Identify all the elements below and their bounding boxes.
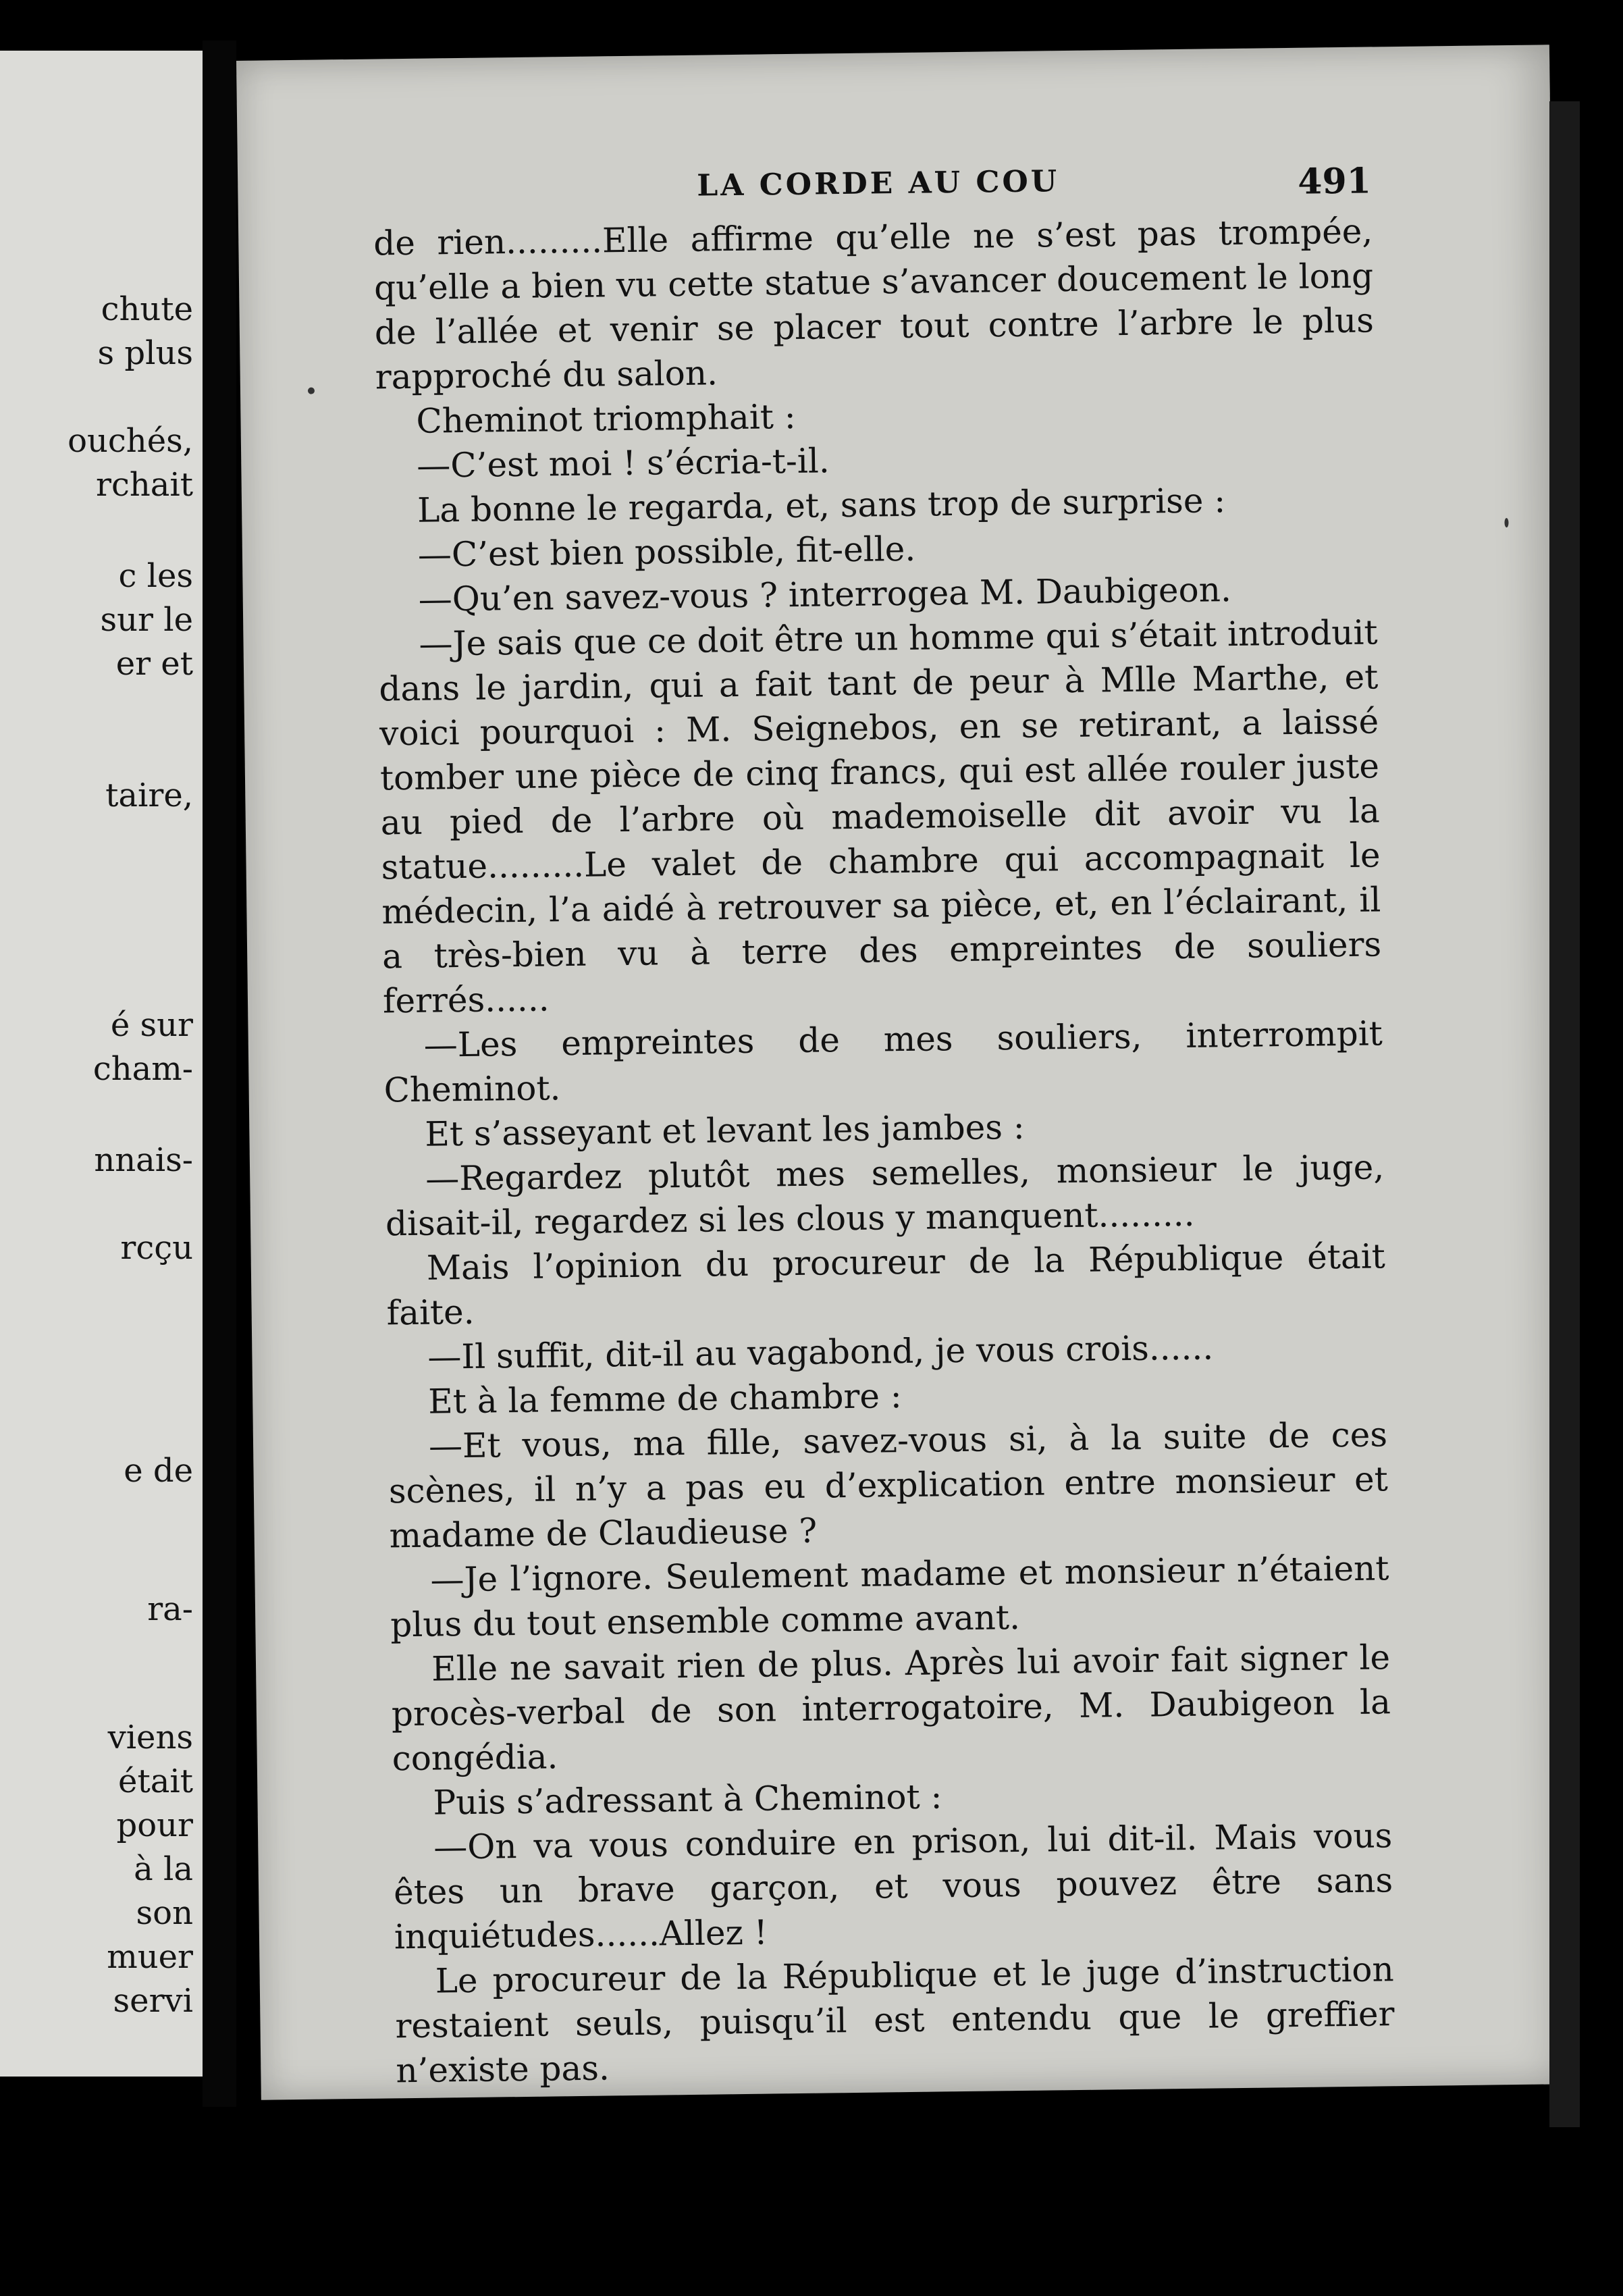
left-page-fragment: cham- (92, 1050, 193, 1088)
page-header (238, 158, 1551, 215)
paragraph: —Il suffit, dit-il au vagabond, je vous crois...... (427, 1328, 1214, 1377)
paragraph: Et s’asseyant et levant les jambes : (425, 1107, 1025, 1154)
book-gutter (203, 41, 236, 2107)
left-page-fragment: ouchés, (68, 422, 193, 460)
left-page-fragment: pour (116, 1806, 193, 1844)
paragraph: Elle ne savait rien de plus. Après lui avoir fait signer le procès-verbal de son interrogatoire, M. Daubigeon la congédia. (391, 1638, 1391, 1779)
page-number: 491 (1297, 160, 1372, 203)
left-page-fragment: e de (124, 1452, 193, 1490)
paragraph: Mais l’opinion du procureur de la République était faite. (386, 1236, 1386, 1333)
paragraph: —Je sais que ce doit être un homme qui s’était introduit dans le jardin, qui a fait tant de peur à Mlle Marthe, et voici pourquoi : M. Seignebos, en se retirant, a laissé tomber une pièce de cinq francs, qui est allée rouler juste au pied de l’arbre où mademoiselle dit avoir vu la statue.........Le valet de chambre qui accompagnait le médecin, l’a aidé à retrouver sa pièce, et, en l’éclairant, il a très-bien vu à terre des empreintes de souliers ferrés...... (379, 612, 1382, 1021)
paragraph: —C’est bien possible, fit-elle. (417, 529, 916, 575)
book-page (236, 45, 1574, 2100)
left-page-fragment: sur le (100, 601, 193, 639)
paragraph: Puis s’adressant à Cheminot : (433, 1777, 942, 1823)
left-page-fragment: é sur (110, 1006, 193, 1044)
left-page-fragment: son (136, 1894, 193, 1932)
ink-speck (308, 388, 315, 394)
left-page-fragment: er et (115, 645, 193, 683)
left-page-fragment: muer (107, 1938, 193, 1976)
paragraph: de rien.........Elle affirme qu’elle ne s’est pas trompée, qu’elle a bien vu cette statue s’avancer doucement le long de l’allée et venir se placer tout contre l’arbre le plus rapproché du salon. (373, 211, 1375, 397)
left-page-fragment: nnais- (94, 1141, 193, 1179)
paragraph: —Je l’ignore. Seulement madame et monsieur n’étaient plus du tout ensemble comme avant. (390, 1548, 1389, 1645)
left-page-fragment: c les (118, 557, 193, 595)
paragraph: —Regardez plutôt mes semelles, monsieur le juge, disait-il, regardez si les clous y manquent......... (385, 1147, 1385, 1244)
left-page-fragment: s plus (97, 334, 193, 372)
paragraph: —On va vous conduire en prison, lui dit-il. Mais vous êtes un brave garçon, et vous pouvez être sans inquiétudes......Allez ! (393, 1816, 1393, 1957)
left-page-fragment: taire, (105, 777, 193, 814)
running-title: LA CORDE AU COU (697, 164, 1060, 203)
paragraph: —Et vous, ma fille, savez-vous si, à la suite de ces scènes, il n’y a pas eu d’explication entre monsieur et madame de Claudieuse ? (388, 1415, 1389, 1556)
left-page-fragment: rchait (96, 466, 193, 504)
left-page-fragment: ra- (147, 1590, 193, 1628)
paragraph: —Les empreintes de mes souliers, interrompit Cheminot. (383, 1014, 1383, 1110)
paragraph: La bonne le regarda, et, sans trop de surprise : (417, 481, 1226, 530)
paragraph: Et à la femme de chambre : (427, 1376, 903, 1421)
left-page-fragment: servi (113, 1982, 193, 2020)
ink-speck (1504, 518, 1508, 527)
left-page-fragment: rcçu (120, 1229, 193, 1267)
left-page-fragment: était (118, 1763, 193, 1800)
facing-page-left (0, 51, 203, 2077)
left-page-fragment: viens (107, 1719, 193, 1756)
paragraph: Le procureur de la République et le juge d’instruction restaient seuls, puisqu’il est entendu que le greffier n’existe pas. (395, 1950, 1395, 2091)
paragraph: —C’est moi ! s’écria-t-il. (416, 441, 830, 486)
paragraph: —Qu’en savez-vous ? interrogea M. Daubigeon. (418, 570, 1232, 619)
left-page-fragment: chute (101, 290, 193, 328)
paragraph: Cheminot triomphait : (416, 396, 796, 441)
page-edge-right (1549, 101, 1580, 2127)
body-text (373, 209, 1395, 2093)
left-page-fragment: à la (134, 1850, 193, 1888)
